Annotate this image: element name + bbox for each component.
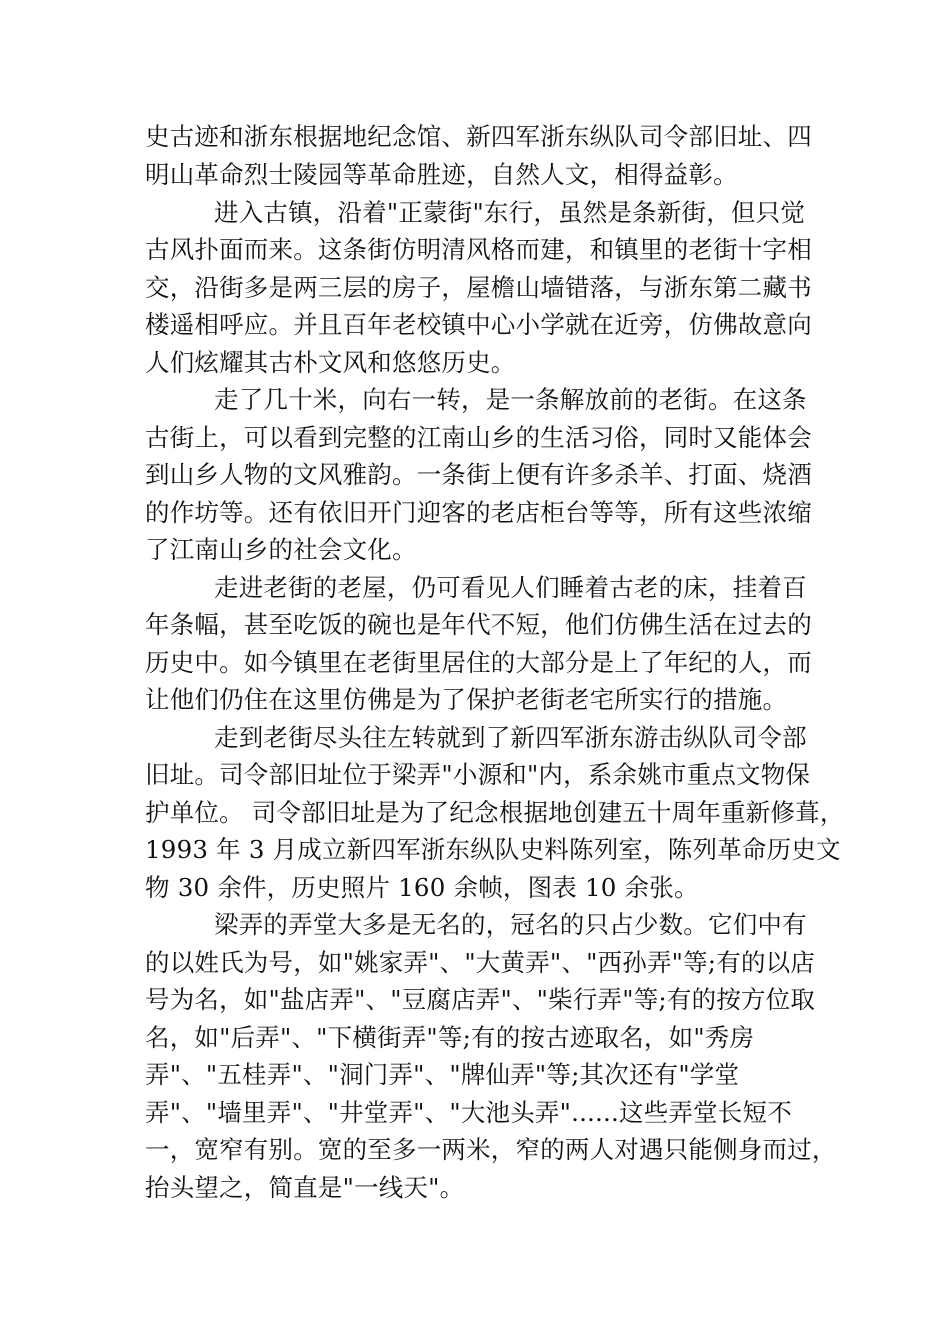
text-line: 史古迹和浙东根据地纪念馆、新四军浙东纵队司令部旧址、四 <box>145 122 812 151</box>
text-line: 物 30 余件，历史照片 160 余帧，图表 10 余张。 <box>145 873 699 902</box>
text-line: 旧址。司令部旧址位于梁弄"小源和"内，系余姚市重点文物保 <box>145 760 811 789</box>
text-line: 弄"、"墙里弄"、"井堂弄"、"大池头弄"......这些弄堂长短不 <box>145 1098 792 1127</box>
text-line: 进入古镇，沿着"正蒙街"东行，虽然是条新街，但只觉 <box>214 198 806 227</box>
text-line: 楼遥相呼应。并且百年老校镇中心小学就在近旁，仿佛故意向 <box>145 310 812 339</box>
text-line: 走到老街尽头往左转就到了新四军浙东游击纵队司令部 <box>214 723 807 752</box>
text-line: 一，宽窄有别。宽的至多一两米，窄的两人对遇只能侧身而过， <box>145 1135 837 1164</box>
text-line: 古风扑面而来。这条街仿明清风格而建，和镇里的老街十字相 <box>145 235 812 264</box>
text-line: 1993 年 3 月成立新四军浙东纵队史料陈列室，陈列革命历史文 <box>145 835 841 864</box>
text-line: 历史中。如今镇里在老街里居住的大部分是上了年纪的人，而 <box>145 648 812 677</box>
text-line: 了江南山乡的社会文化。 <box>145 535 417 564</box>
text-line: 抬头望之，简直是"一线天"。 <box>145 1173 465 1202</box>
text-line: 明山革命烈士陵园等革命胜迹，自然人文，相得益彰。 <box>145 160 738 189</box>
text-line: 走进老街的老屋，仍可看见人们睡着古老的床，挂着百 <box>214 573 807 602</box>
text-line: 古街上，可以看到完整的江南山乡的生活习俗，同时又能体会 <box>145 423 812 452</box>
text-line: 梁弄的弄堂大多是无名的，冠名的只占少数。它们中有 <box>214 910 807 939</box>
text-line: 名，如"后弄"、"下横街弄"等;有的按古迹取名，如"秀房 <box>145 1023 755 1052</box>
text-line: 人们炫耀其古朴文风和悠悠历史。 <box>145 348 516 377</box>
text-line: 的以姓氏为号，如"姚家弄"、"大黄弄"、"西孙弄"等;有的以店 <box>145 948 816 977</box>
text-line: 的作坊等。还有依旧开门迎客的老店柜台等等，所有这些浓缩 <box>145 498 812 527</box>
text-line: 走了几十米，向右一转，是一条解放前的老街。在这条 <box>214 385 807 414</box>
text-line: 护单位。 司令部旧址是为了纪念根据地创建五十周年重新修葺， <box>145 798 845 827</box>
text-line: 弄"、"五桂弄"、"洞门弄"、"牌仙弄"等;其次还有"学堂 <box>145 1060 740 1089</box>
text-line: 号为名，如"盐店弄"、"豆腐店弄"、"柴行弄"等;有的按方位取 <box>145 985 816 1014</box>
text-line: 年条幅，甚至吃饭的碗也是年代不短，他们仿佛生活在过去的 <box>145 610 812 639</box>
text-line: 到山乡人物的文风雅韵。一条街上便有许多杀羊、打面、烧酒 <box>145 460 812 489</box>
text-line: 交，沿街多是两三层的房子，屋檐山墙错落，与浙东第二藏书 <box>145 273 812 302</box>
text-line: 让他们仍住在这里仿佛是为了保护老街老宅所实行的措施。 <box>145 685 788 714</box>
